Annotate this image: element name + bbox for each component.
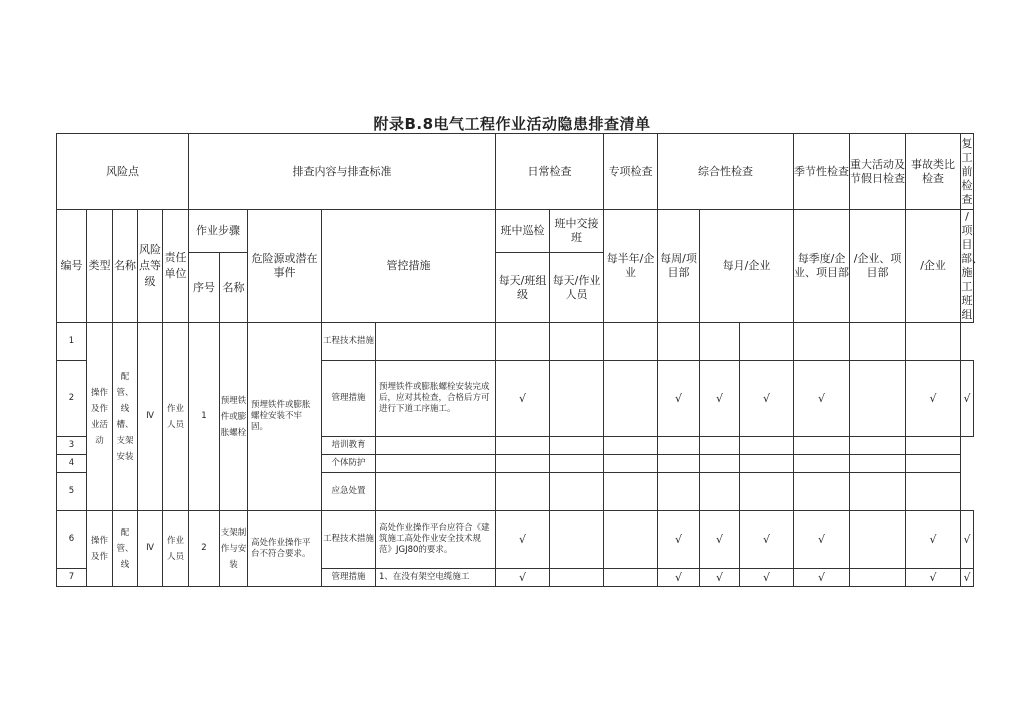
group2-hazard: 高处作业操作平台不符合要求。 (248, 511, 322, 587)
check-mark: √ (700, 361, 740, 437)
measure-detail: 预埋铁件或膨胀螺栓安装完成后，应对其检查，合格后方可进行下道工序施工。 (376, 361, 496, 437)
header-risk-point: 风险点 (57, 134, 189, 210)
measure-category: 工程技术措施 (322, 511, 376, 569)
header-special-check: 专项检查 (604, 134, 658, 210)
check-mark: √ (906, 511, 961, 569)
measure-category: 个体防护 (322, 455, 376, 473)
header-daily-worker: 每天/作业人员 (550, 253, 604, 323)
header-shift-patrol: 班中巡检 (496, 210, 550, 253)
measure-category: 培训教育 (322, 437, 376, 455)
check-mark: √ (961, 569, 974, 587)
check-mark: √ (740, 511, 794, 569)
measure-detail (376, 473, 496, 511)
group2-level: Ⅳ (138, 511, 163, 587)
header-responsible-unit: 责任单位 (163, 210, 189, 323)
header-daily-check: 日常检查 (496, 134, 604, 210)
measure-category: 工程技术措施 (322, 323, 376, 361)
check-mark: √ (496, 511, 550, 569)
row-number: 7 (57, 569, 87, 587)
header-project-team: /项目部、施工班组 (961, 210, 984, 321)
measure-detail: 高处作业操作平台应符合《建筑施工高处作业安全技术规范》JGJ80的要求。 (376, 511, 496, 569)
check-mark: √ (658, 569, 700, 587)
measure-detail (376, 455, 496, 473)
check-mark: √ (794, 569, 850, 587)
group2-step-no: 2 (189, 511, 220, 587)
group1-type: 操作及作业活动 (87, 323, 113, 511)
row-number: 5 (57, 473, 87, 511)
header-step-no: 序号 (189, 253, 220, 323)
check-mark: √ (658, 361, 700, 437)
measure-detail (376, 323, 496, 361)
check-mark: √ (794, 511, 850, 569)
header-resume-check: 复工前检查 (961, 134, 974, 210)
measure-detail: 1、在没有架空电缆施工 (376, 569, 496, 587)
header-shift-handover: 班中交接班 (550, 210, 604, 253)
header-quarterly: 每季度/企业、项目部 (794, 210, 850, 323)
table-row (57, 323, 974, 361)
row-number: 1 (57, 323, 87, 361)
header-semiannual-company: 每半年/企业 (604, 210, 658, 323)
check-mark: √ (961, 361, 974, 437)
header-name: 名称 (113, 210, 138, 323)
check-mark: √ (961, 511, 974, 569)
check-mark: √ (906, 569, 961, 587)
row-number: 3 (57, 437, 87, 455)
check-mark: √ (496, 569, 550, 587)
row-number: 4 (57, 455, 87, 473)
check-mark: √ (740, 361, 794, 437)
row-number: 2 (57, 361, 87, 437)
header-monthly-company: 每月/企业 (700, 210, 794, 323)
document-title: 附录B.8电气工程作业活动隐患排查清单 (373, 115, 651, 133)
group2-name: 配管、线 (113, 511, 138, 587)
header-seasonal-check: 季节性检查 (794, 134, 850, 210)
header-hazard: 危险源或潜在事件 (248, 210, 322, 323)
group1-unit: 作业人员 (163, 323, 189, 511)
group2-unit: 作业人员 (163, 511, 189, 587)
row-number: 6 (57, 511, 87, 569)
header-no: 编号 (57, 210, 87, 323)
check-mark: √ (740, 569, 794, 587)
check-mark: √ (700, 511, 740, 569)
header-work-steps: 作业步骤 (189, 210, 248, 253)
group1-hazard: 预埋铁件或膨胀螺栓安装不牢固。 (248, 323, 322, 511)
header-risk-level: 风险点等级 (138, 210, 163, 323)
header-company: /企业 (906, 210, 961, 323)
header-daily-team: 每天/班组级 (496, 253, 550, 323)
header-content-standard: 排查内容与排查标准 (189, 134, 496, 210)
header-step-name: 名称 (220, 253, 248, 323)
table-row (57, 511, 974, 569)
header-row-2 (57, 210, 974, 253)
group1-level: Ⅳ (138, 323, 163, 511)
group1-name: 配管、线槽、支架安装 (113, 323, 138, 511)
check-mark: √ (496, 361, 550, 437)
measure-category: 应急处置 (322, 473, 376, 511)
group1-step-no: 1 (189, 323, 220, 511)
measure-category: 管理措施 (322, 361, 376, 437)
measure-category: 管理措施 (322, 569, 376, 587)
header-weekly-project: 每周/项目部 (658, 210, 700, 323)
measure-detail (376, 437, 496, 455)
header-major-event-check: 重大活动及节假日检查 (850, 134, 906, 210)
header-company-project: /企业、项目部 (850, 210, 906, 323)
check-mark: √ (906, 361, 961, 437)
check-mark: √ (700, 569, 740, 587)
group2-step-name: 支架制作与安装 (220, 511, 248, 587)
header-accident-analogy: 事故类比检查 (906, 134, 961, 210)
header-row-1 (57, 134, 974, 210)
group1-step-name: 预埋铁件或膨胀螺栓 (220, 323, 248, 511)
check-mark: √ (658, 511, 700, 569)
header-comprehensive-check: 综合性检查 (658, 134, 794, 210)
header-type: 类型 (87, 210, 113, 323)
header-control-measures: 管控措施 (322, 210, 496, 323)
group2-type: 操作及作 (87, 511, 113, 587)
check-mark: √ (794, 361, 850, 437)
hazard-checklist-table (56, 133, 984, 587)
